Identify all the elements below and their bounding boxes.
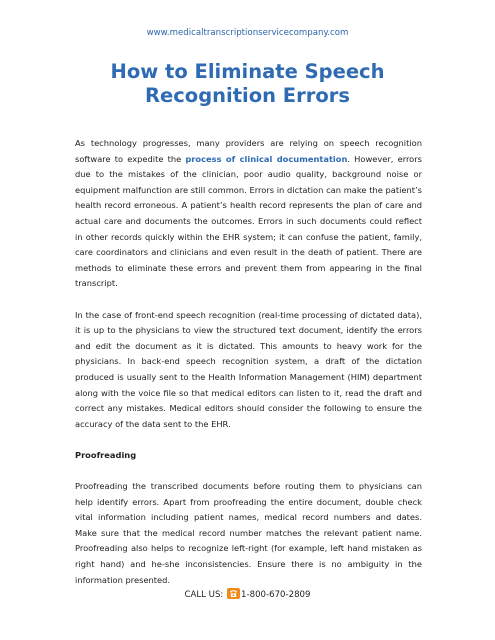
title-line-1: How to Eliminate Speech (110, 60, 385, 83)
speech-recognition-paragraph: In the case of front-end speech recognition (real-time processing of dictated data), it is up to the physicians to view the structured text document, identify the errors and edit the document as it is dictated. This amounts to heavy work for the physicians. In back-end speech recognition system, a draft of the dictation produced is usually sent to the Health Information Management (HIM) department along with the voice file so that medical editors can listen to it, read the draft and correct any mistakes. Medical editors should consider the following to ensure the accuracy of the data sent to the EHR. (75, 309, 422, 429)
phone-icon (227, 588, 240, 599)
section-heading-proofreading: Proofreading (75, 449, 137, 460)
call-us-label: CALL US: (184, 590, 224, 600)
page-title (0, 60, 495, 108)
phone-number[interactable]: 1-800-670-2809 (241, 590, 311, 600)
intro-paragraph (75, 136, 422, 292)
intro-text-start: As technology progresses, many providers are relying on speech recognition software to expedite the (75, 138, 422, 164)
article-body (75, 136, 422, 604)
site-url[interactable]: www.medicaltranscriptionservicecompany.com (146, 28, 349, 38)
title-line-2: Recognition Errors (145, 84, 350, 107)
clinical-documentation-link[interactable]: process of clinical documentation (185, 153, 348, 164)
proofreading-paragraph: Proofreading the transcribed documents before routing them to physicians can help identify errors. Apart from proofreading the entire document, double check vital information including patient names, medical record numbers and dates. Make sure that the medical record number matches the relevant patient name. Proofreading also helps to recognize left-right (for example, left hand mistaken as right hand) and he-she inconsistencies. Ensure there is no ambiguity in the information presented. (75, 481, 422, 585)
intro-text-end: . However, errors due to the mistakes of the clinician, poor audio quality, background noise or equipment malfunction are still common. Errors in dictation can make the patient’s health record erroneous. A patient’s health record represents the plan of care and actual care and documents the outcomes. Errors in such documents could reflect in other records quickly within the EHR system; it can confuse the patient, family, care coordinators and clinicians and even result in the death of patient. There are methods to eliminate these errors and prevent them from appearing in the final transcript. (75, 153, 422, 289)
footer-contact (0, 588, 495, 600)
